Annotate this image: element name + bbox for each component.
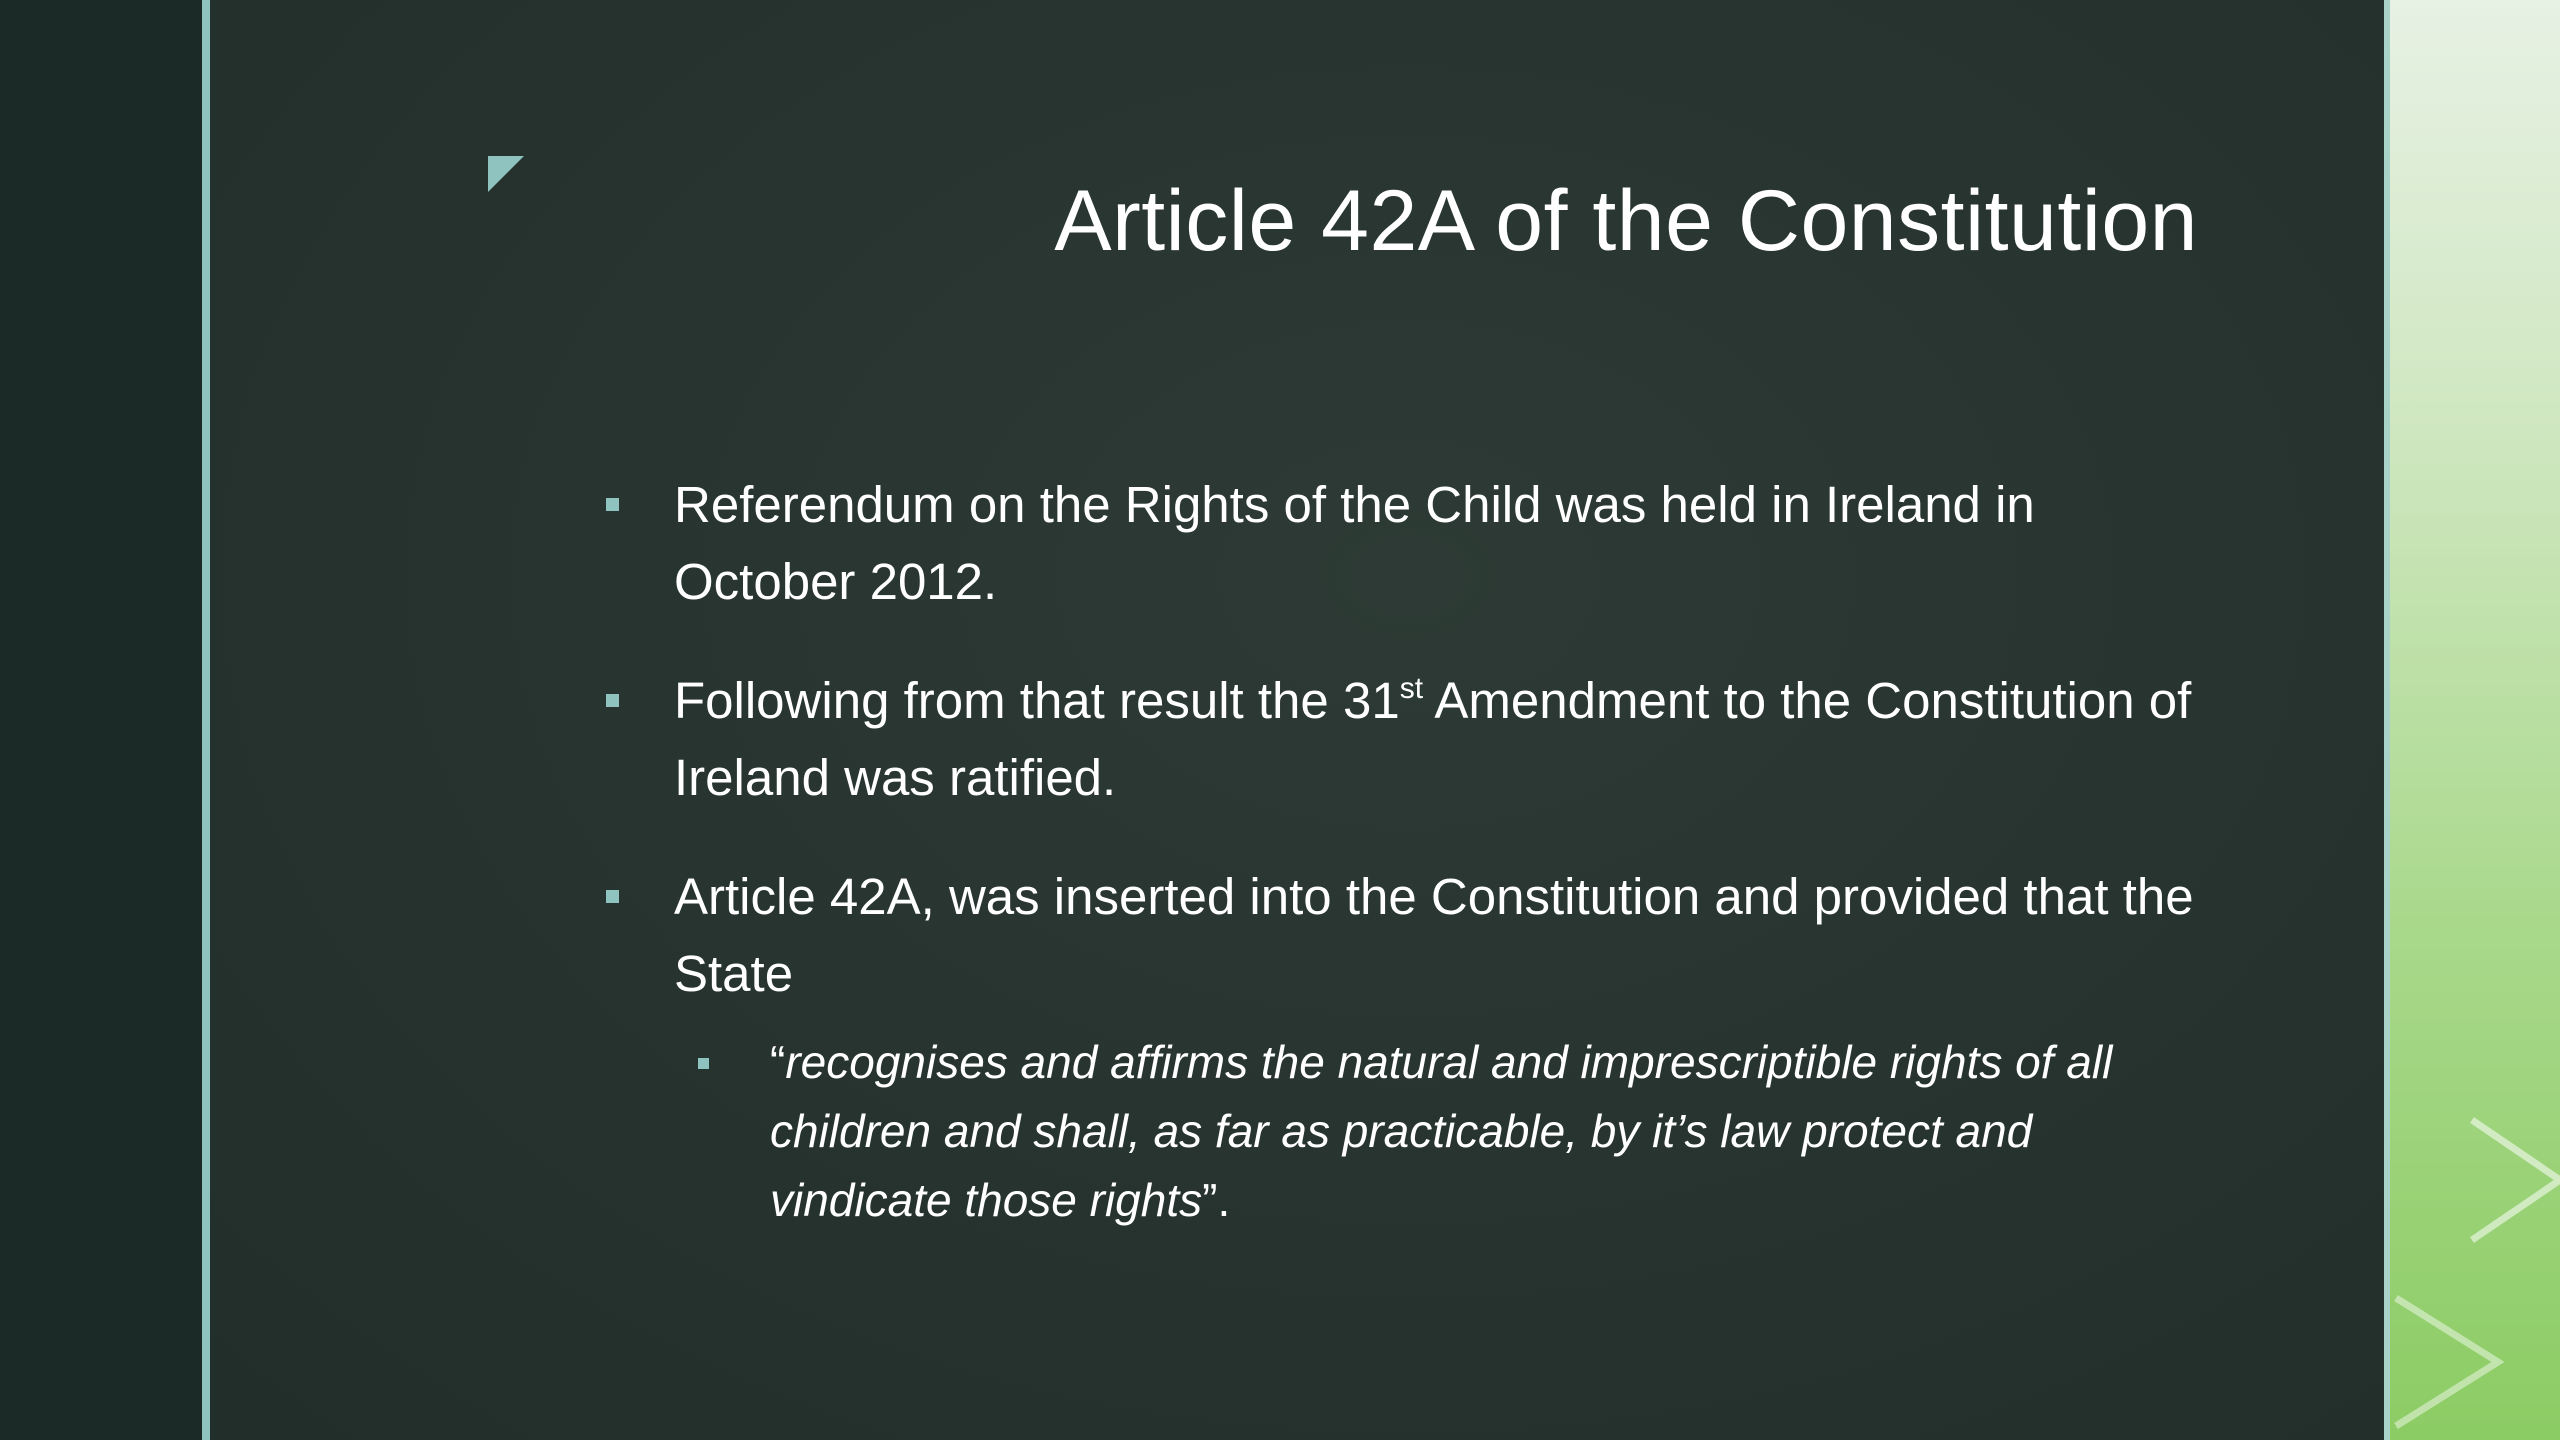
left-band: [0, 0, 204, 1440]
triangle-corner-icon: [488, 156, 524, 192]
quoted-text: recognises and affirms the natural and imprescriptible rights of all children and shall, as far as practicable, by it’s law protect and vindicate those rights: [770, 1036, 2113, 1226]
bullet-text: Referendum on the Rights of the Child was held in Ireland in October 2012.: [674, 476, 2035, 610]
square-bullet-icon: [606, 694, 619, 707]
square-bullet-icon: [606, 890, 619, 903]
left-accent-rule: [202, 0, 210, 1440]
bullet-item-article-42a: [600, 858, 2220, 1012]
bullet-item-amendment: [600, 662, 2220, 816]
square-bullet-icon: [606, 498, 619, 511]
open-quote: “: [770, 1036, 786, 1088]
bullet-text: Article 42A, was inserted into the Constitution and provided that the State: [674, 868, 2194, 1002]
right-decorative-panel: [2390, 0, 2560, 1440]
sub-bullet-quote: [696, 1028, 2220, 1235]
slide-title: Article 42A of the Constitution: [1054, 173, 2198, 269]
bullet-text-after: Amendment to the Constitution of Ireland was ratified.: [674, 672, 2192, 806]
bullet-item-referendum: [600, 466, 2220, 620]
close-quote: ”.: [1202, 1174, 1231, 1226]
bullet-list: [600, 466, 2220, 1235]
ordinal-superscript: st: [1399, 672, 1424, 705]
chevron-right-icon: [2390, 0, 2560, 1440]
bullet-text-before: Following from that result the 31: [674, 672, 1400, 729]
square-bullet-icon: [698, 1058, 709, 1069]
